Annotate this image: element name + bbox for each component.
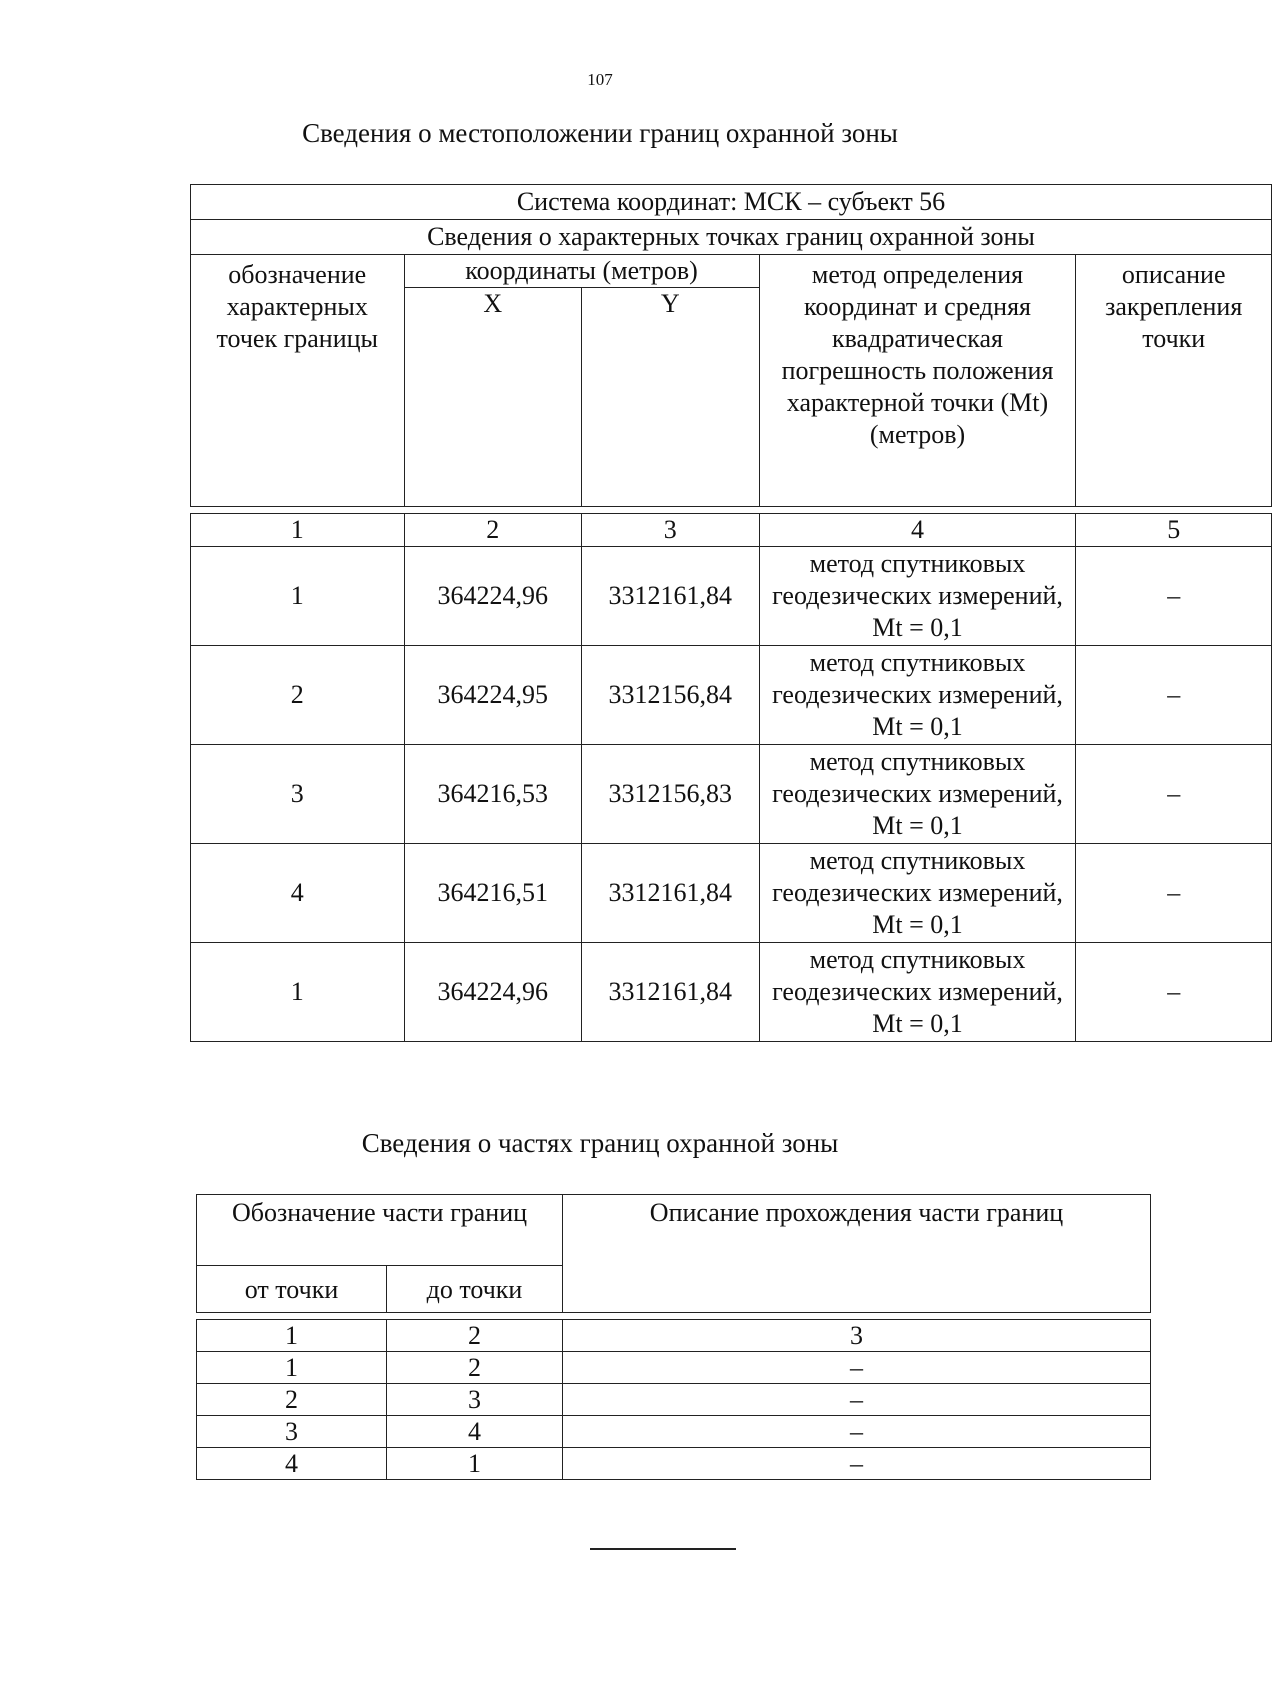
header-designation: обозначение характерных точек границы [191, 255, 405, 507]
table-row [191, 745, 1272, 844]
coordinate-system: Система координат: МСК – субъект 56 [191, 185, 1272, 220]
section2-title: Сведения о частях границ охранной зоны [361, 1128, 839, 1158]
method: метод спутниковых геодезических измерений, Mt = 0,1 [759, 943, 1076, 1042]
boundary-parts-table [196, 1194, 1151, 1480]
header-method: метод определения координат и средняя квадратическая погрешность положения характерной точки (Mt) (метров) [759, 255, 1076, 507]
coordinates-table [190, 184, 1272, 1042]
point-description: – [1076, 547, 1272, 646]
method: метод спутниковых геодезических измерений, Mt = 0,1 [759, 547, 1076, 646]
method: метод спутниковых геодезических измерений, Mt = 0,1 [759, 646, 1076, 745]
coord-x: 364224,96 [404, 547, 582, 646]
coord-x: 364216,53 [404, 745, 582, 844]
coord-y: 3312156,83 [582, 745, 760, 844]
table-row [197, 1384, 1151, 1416]
coord-x: 364216,51 [404, 844, 582, 943]
column-number: 5 [1076, 514, 1272, 547]
part-description: – [563, 1448, 1151, 1480]
coord-x: 364224,95 [404, 646, 582, 745]
coord-y: 3312161,84 [582, 547, 760, 646]
coord-y: 3312156,84 [582, 646, 760, 745]
from-point: 1 [197, 1352, 387, 1384]
part-description: – [563, 1384, 1151, 1416]
point-number: 4 [191, 844, 405, 943]
footer-rule [590, 1548, 736, 1550]
header-y: Y [582, 288, 760, 507]
method: метод спутниковых геодезических измерений, Mt = 0,1 [759, 745, 1076, 844]
column-number: 1 [191, 514, 405, 547]
header-x: X [404, 288, 582, 507]
column-number: 2 [387, 1320, 563, 1352]
header-part-designation: Обозначение части границ [197, 1195, 563, 1266]
column-number: 1 [197, 1320, 387, 1352]
table-row [197, 1416, 1151, 1448]
table-row [197, 1448, 1151, 1480]
column-number: 4 [759, 514, 1076, 547]
to-point: 3 [387, 1384, 563, 1416]
point-number: 3 [191, 745, 405, 844]
to-point: 2 [387, 1352, 563, 1384]
point-number: 1 [191, 943, 405, 1042]
column-number: 3 [563, 1320, 1151, 1352]
page-number: 107 [587, 70, 613, 89]
point-number: 1 [191, 547, 405, 646]
point-number: 2 [191, 646, 405, 745]
table-subtitle: Сведения о характерных точках границ охранной зоны [191, 220, 1272, 255]
part-description: – [563, 1416, 1151, 1448]
header-coordinates: координаты (метров) [404, 255, 759, 288]
point-description: – [1076, 646, 1272, 745]
header-description: описание закрепления точки [1076, 255, 1272, 507]
table-row [191, 547, 1272, 646]
from-point: 2 [197, 1384, 387, 1416]
coord-y: 3312161,84 [582, 943, 760, 1042]
header-part-description: Описание прохождения части границ [563, 1195, 1151, 1313]
coord-y: 3312161,84 [582, 844, 760, 943]
column-number: 3 [582, 514, 760, 547]
from-point: 4 [197, 1448, 387, 1480]
section1-title: Сведения о местоположении границ охранной зоны [302, 118, 898, 148]
to-point: 4 [387, 1416, 563, 1448]
table-row [191, 844, 1272, 943]
header-to-point: до точки [387, 1266, 563, 1313]
to-point: 1 [387, 1448, 563, 1480]
header-from-point: от точки [197, 1266, 387, 1313]
from-point: 3 [197, 1416, 387, 1448]
method: метод спутниковых геодезических измерений, Mt = 0,1 [759, 844, 1076, 943]
point-description: – [1076, 943, 1272, 1042]
point-description: – [1076, 745, 1272, 844]
table-row [191, 646, 1272, 745]
table-row [191, 943, 1272, 1042]
column-number: 2 [404, 514, 582, 547]
part-description: – [563, 1352, 1151, 1384]
point-description: – [1076, 844, 1272, 943]
table-row [197, 1352, 1151, 1384]
coord-x: 364224,96 [404, 943, 582, 1042]
